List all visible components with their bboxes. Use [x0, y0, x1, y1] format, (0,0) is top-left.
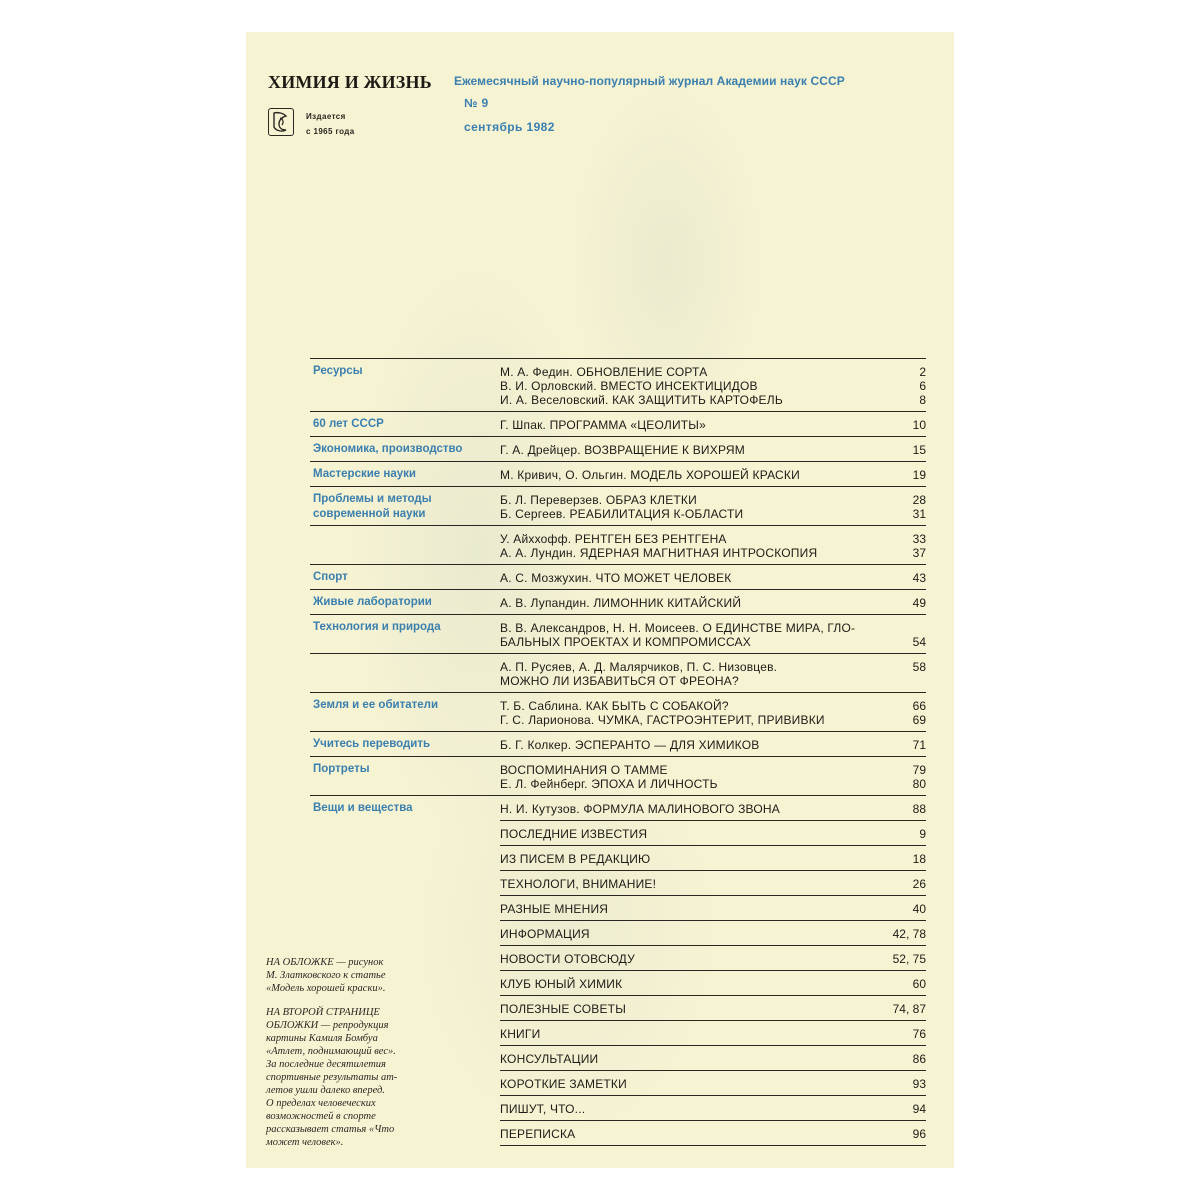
toc-entry-title: КОНСУЛЬТАЦИИ	[500, 1052, 599, 1066]
toc-entry-page: 58	[912, 660, 926, 674]
toc-entry-title: А. П. Русяев, А. Д. Малярчиков, П. С. Низовцев.	[500, 660, 778, 674]
toc-entry-page: 93	[912, 1077, 926, 1091]
toc-rubric: Ресурсы	[313, 365, 363, 377]
toc-row	[310, 731, 926, 755]
toc-entry-page: 9	[919, 827, 926, 841]
toc-entry-page: 42, 78	[892, 927, 926, 941]
toc-entry-page: 28	[912, 493, 926, 507]
caption-line: рассказывает статья «Что	[266, 1124, 395, 1135]
toc-row	[500, 995, 926, 1019]
toc-rubric: Мастерские науки	[313, 468, 416, 480]
toc-entry-page: 26	[912, 877, 926, 891]
toc-rubric: Технология и природа	[313, 621, 441, 633]
toc-row	[310, 614, 926, 652]
toc-entry-title: И. А. Веселовский. КАК ЗАЩИТИТЬ КАРТОФЕЛЬ	[500, 393, 783, 407]
toc-row	[310, 411, 926, 435]
toc-entry-title: ПИШУТ, ЧТО...	[500, 1102, 586, 1116]
toc-entry-title: Г. С. Ларионова. ЧУМКА, ГАСТРОЭНТЕРИТ, ПРИВИВКИ	[500, 713, 825, 727]
caption-line: НА ВТОРОЙ СТРАНИЦЕ	[266, 1007, 380, 1018]
toc-entry-page: 43	[912, 571, 926, 585]
toc-rubric: Портреты	[313, 763, 370, 775]
toc-entry-page: 60	[912, 977, 926, 991]
toc-entry-title: В. И. Орловский. ВМЕСТО ИНСЕКТИЦИДОВ	[500, 379, 758, 393]
toc-entry-title: Н. И. Кутузов. ФОРМУЛА МАЛИНОВОГО ЗВОНА	[500, 802, 780, 816]
toc-entry-page: 6	[919, 379, 926, 393]
toc-entry-title: ВОСПОМИНАНИЯ О ТАММЕ	[500, 763, 668, 777]
published-since-line1: Издается	[306, 112, 346, 121]
toc-entry-title: ПОЛЕЗНЫЕ СОВЕТЫ	[500, 1002, 627, 1016]
toc-entry-title: Е. Л. Фейнберг. ЭПОХА И ЛИЧНОСТЬ	[500, 777, 718, 791]
toc-entry-page: 15	[912, 443, 926, 457]
issue-number: № 9	[464, 96, 489, 110]
toc-entry-title: Г. А. Дрейцер. ВОЗВРАЩЕНИЕ К ВИХРЯМ	[500, 443, 745, 457]
toc-entry-page: 8	[919, 393, 926, 407]
toc-entry-title: М. Кривич, О. Ольгин. МОДЕЛЬ ХОРОШЕЙ КРАСКИ	[500, 468, 800, 482]
issue-date: сентябрь 1982	[464, 120, 555, 134]
toc-entry-title: Б. Л. Переверзев. ОБРАЗ КЛЕТКИ	[500, 493, 697, 507]
toc-row	[310, 564, 926, 588]
toc-entry-page: 49	[912, 596, 926, 610]
toc-rubric: Живые лаборатории	[313, 596, 432, 608]
toc-entry-page: 71	[912, 738, 926, 752]
toc-row	[310, 692, 926, 730]
toc-entry-page: 86	[912, 1052, 926, 1066]
toc-row	[500, 1120, 926, 1144]
toc-entry-title: КЛУБ ЮНЫЙ ХИМИК	[500, 977, 623, 991]
toc-rubric: 60 лет СССР	[313, 418, 384, 430]
caption-line: спортивные результаты ат-	[266, 1072, 398, 1083]
toc-row	[310, 436, 926, 460]
caption-line: «Модель хорошей краски».	[266, 983, 386, 994]
toc-row	[310, 653, 926, 691]
toc-entry-page: 19	[912, 468, 926, 482]
caption-line: За последние десятилетия	[266, 1059, 386, 1070]
toc-bottom-rule	[500, 1145, 926, 1146]
toc-row	[500, 895, 926, 919]
toc-entry-page: 94	[912, 1102, 926, 1116]
magazine-page	[246, 32, 954, 1168]
toc-entry-title: ТЕХНОЛОГИ, ВНИМАНИЕ!	[500, 877, 657, 891]
toc-row	[310, 589, 926, 613]
toc-entry-page: 79	[912, 763, 926, 777]
emblem-icon	[268, 108, 294, 136]
toc-rubric: Проблемы и методы современной науки	[313, 493, 432, 520]
toc-row	[500, 845, 926, 869]
caption-line: «Атлет, поднимающий вес».	[266, 1046, 396, 1057]
toc-entry-title: ИНФОРМАЦИЯ	[500, 927, 590, 941]
toc-entry-title: КНИГИ	[500, 1027, 541, 1041]
toc-rubric: Земля и ее обитатели	[313, 699, 439, 711]
toc-row	[500, 1095, 926, 1119]
toc-entry-title: Б. Сергеев. РЕАБИЛИТАЦИЯ К-ОБЛАСТИ	[500, 507, 744, 521]
caption-line: картины Камиля Бомбуа	[266, 1033, 378, 1044]
toc-entry-title: А. С. Мозжухин. ЧТО МОЖЕТ ЧЕЛОВЕК	[500, 571, 732, 585]
toc-entry-title: ПЕРЕПИСКА	[500, 1127, 576, 1141]
toc-row	[500, 1020, 926, 1044]
toc-entry-page: 18	[912, 852, 926, 866]
toc-entry-title: РАЗНЫЕ МНЕНИЯ	[500, 902, 609, 916]
toc-entry-title: Б. Г. Колкер. ЭСПЕРАНТО — ДЛЯ ХИМИКОВ	[500, 738, 760, 752]
toc-row	[500, 820, 926, 844]
toc-row	[310, 358, 926, 410]
toc-entry-title: В. В. Александров, Н. Н. Моисеев. О ЕДИНСТВЕ МИРА, ГЛО-	[500, 621, 856, 635]
toc-entry-page: 10	[912, 418, 926, 432]
caption-line: возможностей в спорте	[266, 1111, 376, 1122]
toc-row	[310, 461, 926, 485]
toc-entry-title: У. Айххофф. РЕНТГЕН БЕЗ РЕНТГЕНА	[500, 532, 727, 546]
toc-entry-page: 96	[912, 1127, 926, 1141]
toc-entry-page: 40	[912, 902, 926, 916]
toc-entry-page: 37	[912, 546, 926, 560]
toc-entry-page: 74, 87	[892, 1002, 926, 1016]
toc-entry-title: М. А. Федин. ОБНОВЛЕНИЕ СОРТА	[500, 365, 708, 379]
toc-row	[500, 920, 926, 944]
toc-entry-page: 31	[912, 507, 926, 521]
toc-entry-title: МОЖНО ЛИ ИЗБАВИТЬСЯ ОТ ФРЕОНА?	[500, 674, 739, 688]
toc-entry-page: 2	[919, 365, 926, 379]
toc-row	[310, 525, 926, 563]
toc-row	[500, 870, 926, 894]
caption-line: может человек».	[266, 1137, 344, 1148]
caption-line: НА ОБЛОЖКЕ — рисунок	[266, 957, 384, 968]
toc-entry-title: БАЛЬНЫХ ПРОЕКТАХ И КОМПРОМИССАХ	[500, 635, 751, 649]
toc-entry-page: 88	[912, 802, 926, 816]
toc-entry-page: 76	[912, 1027, 926, 1041]
toc-entry-title: Т. Б. Саблина. КАК БЫТЬ С СОБАКОЙ?	[500, 699, 729, 713]
cover-caption	[266, 956, 450, 995]
toc-entry-page: 80	[912, 777, 926, 791]
toc-row	[500, 1045, 926, 1069]
magazine-title: ХИМИЯ И ЖИЗНЬ	[268, 72, 432, 92]
toc-entry-title: ИЗ ПИСЕМ В РЕДАКЦИЮ	[500, 852, 651, 866]
toc-entry-title: КОРОТКИЕ ЗАМЕТКИ	[500, 1077, 627, 1091]
published-since-line2: с 1965 года	[306, 127, 355, 136]
toc-entry-title: А. А. Лундин. ЯДЕРНАЯ МАГНИТНАЯ ИНТРОСКОПИЯ	[500, 546, 818, 560]
toc-row	[310, 795, 926, 819]
toc-entry-page: 52, 75	[892, 952, 926, 966]
toc-entry-page: 66	[912, 699, 926, 713]
toc-entry-title: А. В. Лупандин. ЛИМОННИК КИТАЙСКИЙ	[500, 596, 742, 610]
toc-rubric: Вещи и вещества	[313, 802, 413, 814]
toc-row	[310, 486, 926, 524]
toc-entry-title: Г. Шпак. ПРОГРАММА «ЦЕОЛИТЫ»	[500, 418, 707, 432]
toc-rubric: Спорт	[313, 571, 348, 583]
caption-line: летов ушли далеко вперед.	[266, 1085, 385, 1096]
toc-entry-title: ПОСЛЕДНИЕ ИЗВЕСТИЯ	[500, 827, 648, 841]
caption-line: М. Златковского к статье	[266, 970, 386, 981]
second-cover-caption	[266, 1006, 450, 1149]
toc-entry-page: 69	[912, 713, 926, 727]
journal-subtitle: Ежемесячный научно-популярный журнал Академии наук СССР	[454, 74, 845, 88]
toc-rubric: Экономика, производство	[313, 443, 463, 455]
toc-row	[310, 756, 926, 794]
toc-entry-page: 54	[912, 635, 926, 649]
toc-rubric: Учитесь переводить	[313, 738, 431, 750]
toc-row	[500, 1070, 926, 1094]
toc-entry-page: 33	[912, 532, 926, 546]
toc-row	[500, 945, 926, 969]
toc-row	[500, 970, 926, 994]
caption-line: ОБЛОЖКИ — репродукция	[266, 1020, 389, 1031]
toc-entry-title: НОВОСТИ ОТОВСЮДУ	[500, 952, 635, 966]
caption-line: О пределах человеческих	[266, 1098, 376, 1109]
